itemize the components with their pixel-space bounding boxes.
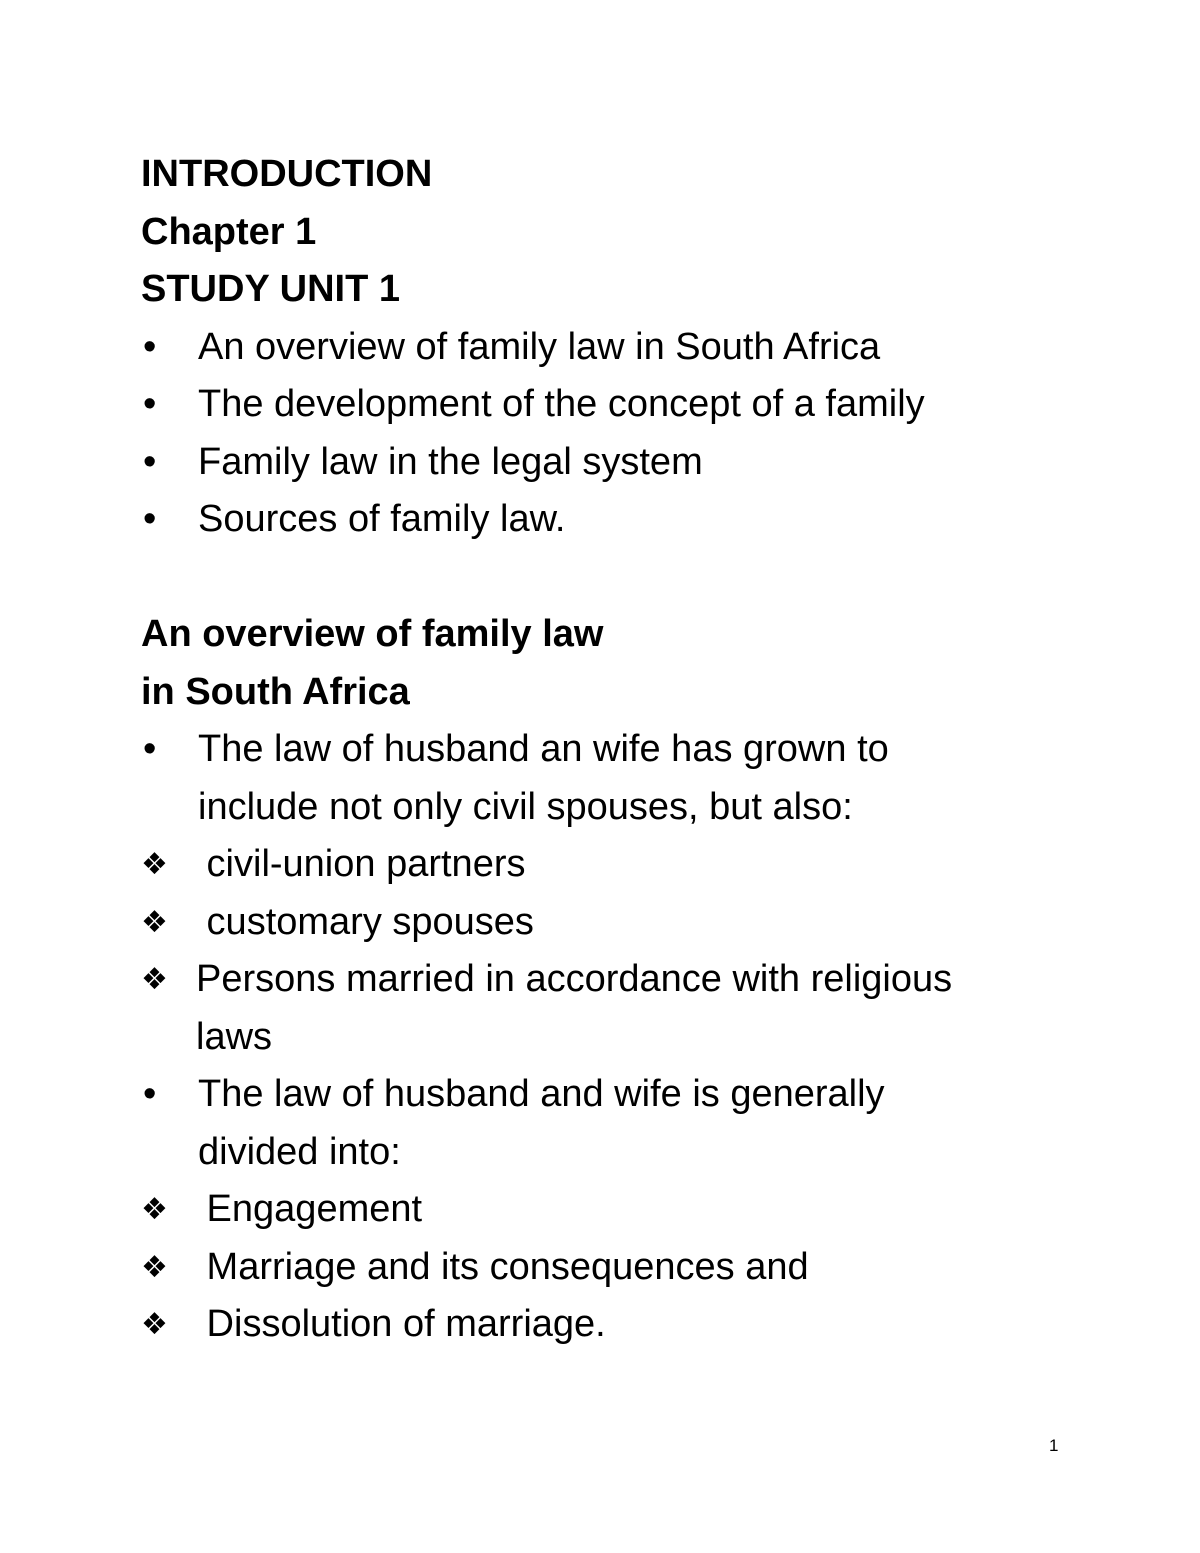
diamond-bullet-icon: ❖ [141, 905, 168, 939]
sub-item-text: Dissolution of marriage. [196, 1303, 606, 1345]
sub-list-item [141, 951, 1101, 1066]
topic-text: Family law in the legal system [198, 440, 703, 483]
point-text-line: divided into: [198, 1130, 401, 1173]
point-list-item [141, 721, 1101, 836]
topic-list-item [141, 376, 1101, 434]
chapter-title: Chapter 1 [141, 210, 317, 253]
diamond-bullet-icon: ❖ [141, 848, 168, 881]
diamond-bullet-icon: ❖ [141, 1308, 168, 1341]
point-text-line: The law of husband an wife has grown to [198, 728, 889, 770]
sub-item-text: Marriage and its consequences and [196, 1245, 809, 1288]
sub-item-text-line: Persons married in accordance with religious [196, 958, 953, 1000]
sub-list-item [141, 836, 1101, 894]
point-list-item [141, 1066, 1101, 1181]
bullet-icon: • [143, 728, 157, 770]
topic-list-item [141, 491, 1101, 549]
topic-text: The development of the concept of a family [198, 383, 925, 425]
sub-item-text [196, 951, 1076, 1066]
study-unit-title: STUDY UNIT 1 [141, 268, 401, 310]
point-text-line: include not only civil spouses, but also: [198, 785, 853, 828]
sub-list-item [141, 1296, 1101, 1354]
sub-item-text: customary spouses [196, 900, 534, 943]
diamond-bullet-icon: ❖ [141, 1250, 168, 1284]
sub-item-text: civil-union partners [196, 843, 526, 885]
topic-text: An overview of family law in South Africa [198, 325, 881, 368]
point-text-line: The law of husband and wife is generally [198, 1073, 885, 1115]
sub-item-text: Engagement [196, 1188, 423, 1230]
section-heading: An overview of family law [141, 613, 604, 655]
diamond-bullet-icon: ❖ [141, 963, 168, 996]
sub-list-item [141, 1239, 1101, 1297]
page-number: 1 [1049, 1436, 1059, 1455]
diamond-bullet-icon: ❖ [141, 1193, 168, 1226]
bullet-icon: • [143, 498, 157, 540]
topic-list-item [141, 434, 1101, 492]
sub-list-item [141, 1181, 1101, 1239]
bullet-icon: • [143, 325, 157, 368]
sub-list-item [141, 894, 1101, 952]
blank-line [141, 549, 1101, 607]
bullet-icon: • [143, 440, 157, 483]
bullet-icon: • [143, 383, 157, 425]
sub-item-text-line: laws [196, 1015, 273, 1058]
section-heading: in South Africa [141, 670, 410, 713]
bullet-icon: • [143, 1073, 157, 1115]
topic-text: Sources of family law. [198, 498, 566, 540]
topic-list-item [141, 319, 1101, 377]
page-content [141, 146, 1101, 1354]
point-text [198, 1066, 1078, 1181]
point-text [198, 721, 1078, 836]
section-title: INTRODUCTION [141, 153, 433, 195]
